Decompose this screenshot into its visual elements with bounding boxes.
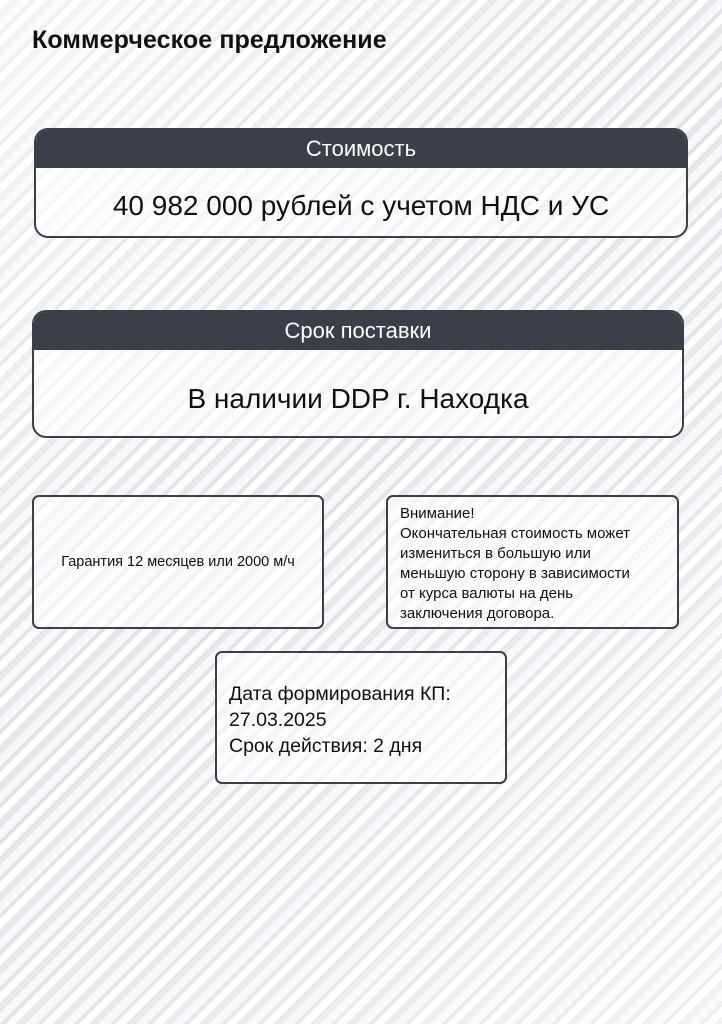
cost-value: 40 982 000 рублей с учетом НДС и УС [112,190,610,221]
warning-box [386,495,679,629]
offer-validity: Срок действия: 2 дня [229,735,423,757]
warranty-box [32,495,324,629]
page-title: Коммерческое предложение [32,26,387,54]
warning-line: меньшую сторону в зависимости [400,565,630,582]
cost-panel-header: Стоимость [36,130,686,168]
warning-line: измениться в большую или [400,545,591,562]
offer-date-label: Дата формирования КП: [229,683,451,705]
delivery-panel-header: Срок поставки [34,312,682,350]
warning-line: от курса валюты на день [400,585,574,602]
warning-title: Внимание! [400,505,475,522]
cost-panel [34,128,688,238]
warranty-text: Гарантия 12 месяцев или 2000 м/ч [61,554,295,570]
delivery-panel [32,310,684,438]
offer-info-box [215,651,507,784]
delivery-value: В наличии DDP г. Находка [187,383,529,414]
offer-date-value: 27.03.2025 [229,709,327,731]
warning-line: заключения договора. [400,605,555,622]
warning-line: Окончательная стоимость может [400,525,631,542]
